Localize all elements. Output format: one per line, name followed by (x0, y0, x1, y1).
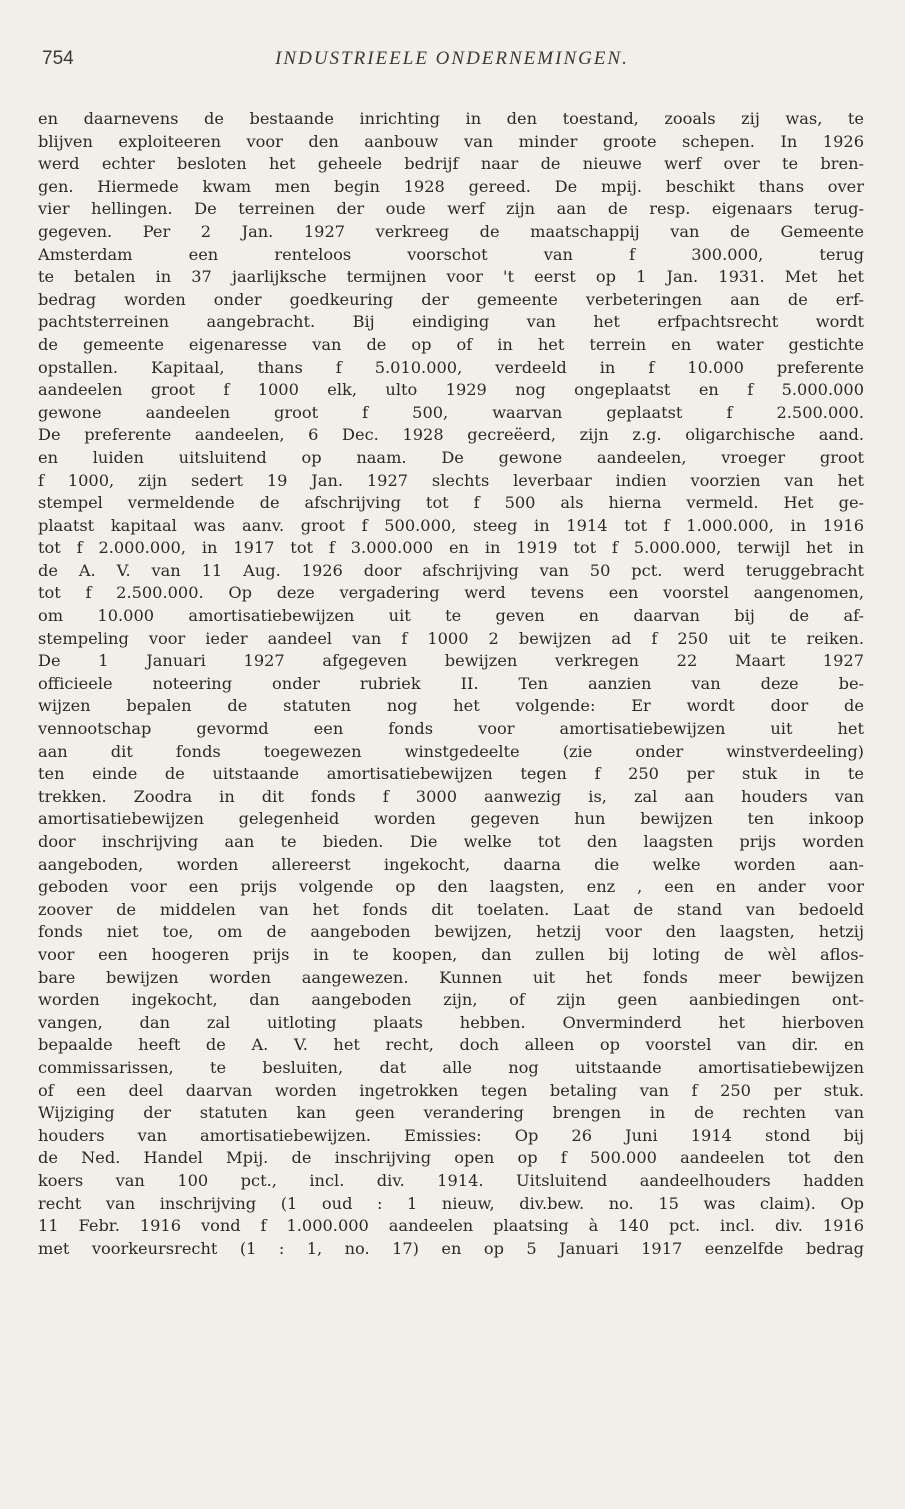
text-line: Wijziging der statuten kan geen verandering brengen in de rechten van (38, 1103, 864, 1123)
text-line: en luiden uitsluitend op naam. De gewone aandeelen, vroeger groot (38, 447, 864, 467)
text-line: bedrag worden onder goedkeuring der gemeente verbeteringen aan de erf- (38, 289, 864, 309)
text-line: plaatst kapitaal was aanv. groot f 500.000, steeg in 1914 tot f 1.000.000, in 1916 (38, 515, 864, 535)
text-line: f 1000, zijn sedert 19 Jan. 1927 slechts leverbaar indien voorzien van het (38, 470, 864, 490)
text-line: zoover de middelen van het fonds dit toelaten. Laat de stand van bedoeld (38, 899, 864, 919)
text-line: aan dit fonds toegewezen winstgedeelte (zie onder winstverdeeling) (38, 741, 864, 761)
text-line: gewone aandeelen groot f 500, waarvan geplaatst f 2.500.000. (38, 402, 864, 422)
text-line: ten einde de uitstaande amortisatiebewijzen tegen f 250 per stuk in te (38, 764, 864, 784)
text-line: Amsterdam een renteloos voorschot van f 300.000, terug (38, 244, 864, 264)
text-line: blijven exploiteeren voor den aanbouw van minder groote schepen. In 1926 (38, 131, 864, 151)
text-line: vier hellingen. De terreinen der oude werf zijn aan de resp. eigenaars terug- (38, 199, 864, 219)
text-line: om 10.000 amortisatiebewijzen uit te geven en daarvan bij de af- (38, 606, 864, 626)
text-line: de gemeente eigenaresse van de op of in het terrein en water gestichte (38, 334, 864, 354)
text-line: De preferente aandeelen, 6 Dec. 1928 gecreëerd, zijn z.g. oligarchische aand. (38, 425, 864, 445)
page-number: 754 (42, 48, 74, 69)
page-header (42, 48, 862, 78)
body-text (38, 108, 864, 1260)
text-line: bare bewijzen worden aangewezen. Kunnen uit het fonds meer bewijzen (38, 967, 864, 987)
text-line: koers van 100 pct., incl. div. 1914. Uitsluitend aandeelhouders hadden (38, 1170, 864, 1190)
text-line: fonds niet toe, om de aangeboden bewijzen, hetzij voor den laagsten, hetzij (38, 922, 864, 942)
text-line: stempel vermeldende de afschrijving tot f 500 als hierna vermeld. Het ge- (38, 493, 864, 513)
text-line: gen. Hiermede kwam men begin 1928 gereed. De mpij. beschikt thans over (38, 176, 864, 196)
text-line: vangen, dan zal uitloting plaats hebben. Onverminderd het hierboven (38, 1012, 864, 1032)
text-line: of een deel daarvan worden ingetrokken tegen betaling van f 250 per stuk. (38, 1080, 864, 1100)
running-head: INDUSTRIEELE ONDERNEMINGEN. (275, 48, 629, 69)
text-line: geboden voor een prijs volgende op den laagsten, enz , een en ander voor (38, 877, 864, 897)
text-line: amortisatiebewijzen gelegenheid worden gegeven hun bewijzen ten inkoop (38, 809, 864, 829)
text-line: 11 Febr. 1916 vond f 1.000.000 aandeelen plaatsing à 140 pct. incl. div. 1916 (38, 1216, 864, 1236)
text-line: de Ned. Handel Mpij. de inschrijving open op f 500.000 aandeelen tot den (38, 1148, 864, 1168)
text-line: officieele noteering onder rubriek II. Ten aanzien van deze be- (38, 673, 864, 693)
text-line: voor een hoogeren prijs in te koopen, dan zullen bij loting de wèl aflos- (38, 944, 864, 964)
text-line: aangeboden, worden allereerst ingekocht, daarna die welke worden aan- (38, 854, 864, 874)
text-line: trekken. Zoodra in dit fonds f 3000 aanwezig is, zal aan houders van (38, 786, 864, 806)
text-line: houders van amortisatiebewijzen. Emissies: Op 26 Juni 1914 stond bij (38, 1125, 864, 1145)
text-line: werd echter besloten het geheele bedrijf naar de nieuwe werf over te bren- (38, 154, 864, 174)
text-line: aandeelen groot f 1000 elk, ulto 1929 nog ongeplaatst en f 5.000.000 (38, 380, 864, 400)
text-line: pachtsterreinen aangebracht. Bij eindiging van het erfpachtsrecht wordt (38, 312, 864, 332)
text-line: vennootschap gevormd een fonds voor amortisatiebewijzen uit het (38, 719, 864, 739)
text-line: opstallen. Kapitaal, thans f 5.010.000, verdeeld in f 10.000 preferente (38, 357, 864, 377)
text-line: door inschrijving aan te bieden. Die welke tot den laagsten prijs worden (38, 832, 864, 851)
text-line: commissarissen, te besluiten, dat alle nog uitstaande amortisatiebewijzen (38, 1057, 864, 1077)
text-line: met voorkeursrecht (1 : 1, no. 17) en op 5 Januari 1917 eenzelfde bedrag (38, 1238, 864, 1258)
text-line: tot f 2.500.000. Op deze vergadering werd tevens een voorstel aangenomen, (38, 583, 864, 603)
text-line: stempeling voor ieder aandeel van f 1000 2 bewijzen ad f 250 uit te reiken. (38, 628, 864, 648)
text-line: wijzen bepalen de statuten nog het volgende: Er wordt door de (38, 696, 864, 716)
text-line: recht van inschrijving (1 oud : 1 nieuw, div.bew. no. 15 was claim). Op (38, 1193, 864, 1213)
text-line: de A. V. van 11 Aug. 1926 door afschrijving van 50 pct. werd teruggebracht (38, 560, 864, 580)
text-line: De 1 Januari 1927 afgegeven bewijzen verkregen 22 Maart 1927 (38, 651, 864, 671)
text-line: te betalen in 37 jaarlijksche termijnen voor 't eerst op 1 Jan. 1931. Met het (38, 267, 864, 287)
text-line: worden ingekocht, dan aangeboden zijn, of zijn geen aanbiedingen ont- (38, 990, 864, 1010)
text-line: bepaalde heeft de A. V. het recht, doch alleen op voorstel van dir. en (38, 1035, 864, 1055)
text-line: tot f 2.000.000, in 1917 tot f 3.000.000 en in 1919 tot f 5.000.000, terwijl het in (38, 538, 864, 558)
text-line: gegeven. Per 2 Jan. 1927 verkreeg de maatschappij van de Gemeente (38, 221, 864, 241)
text-line: en daarnevens de bestaande inrichting in den toestand, zooals zij was, te (38, 109, 864, 128)
